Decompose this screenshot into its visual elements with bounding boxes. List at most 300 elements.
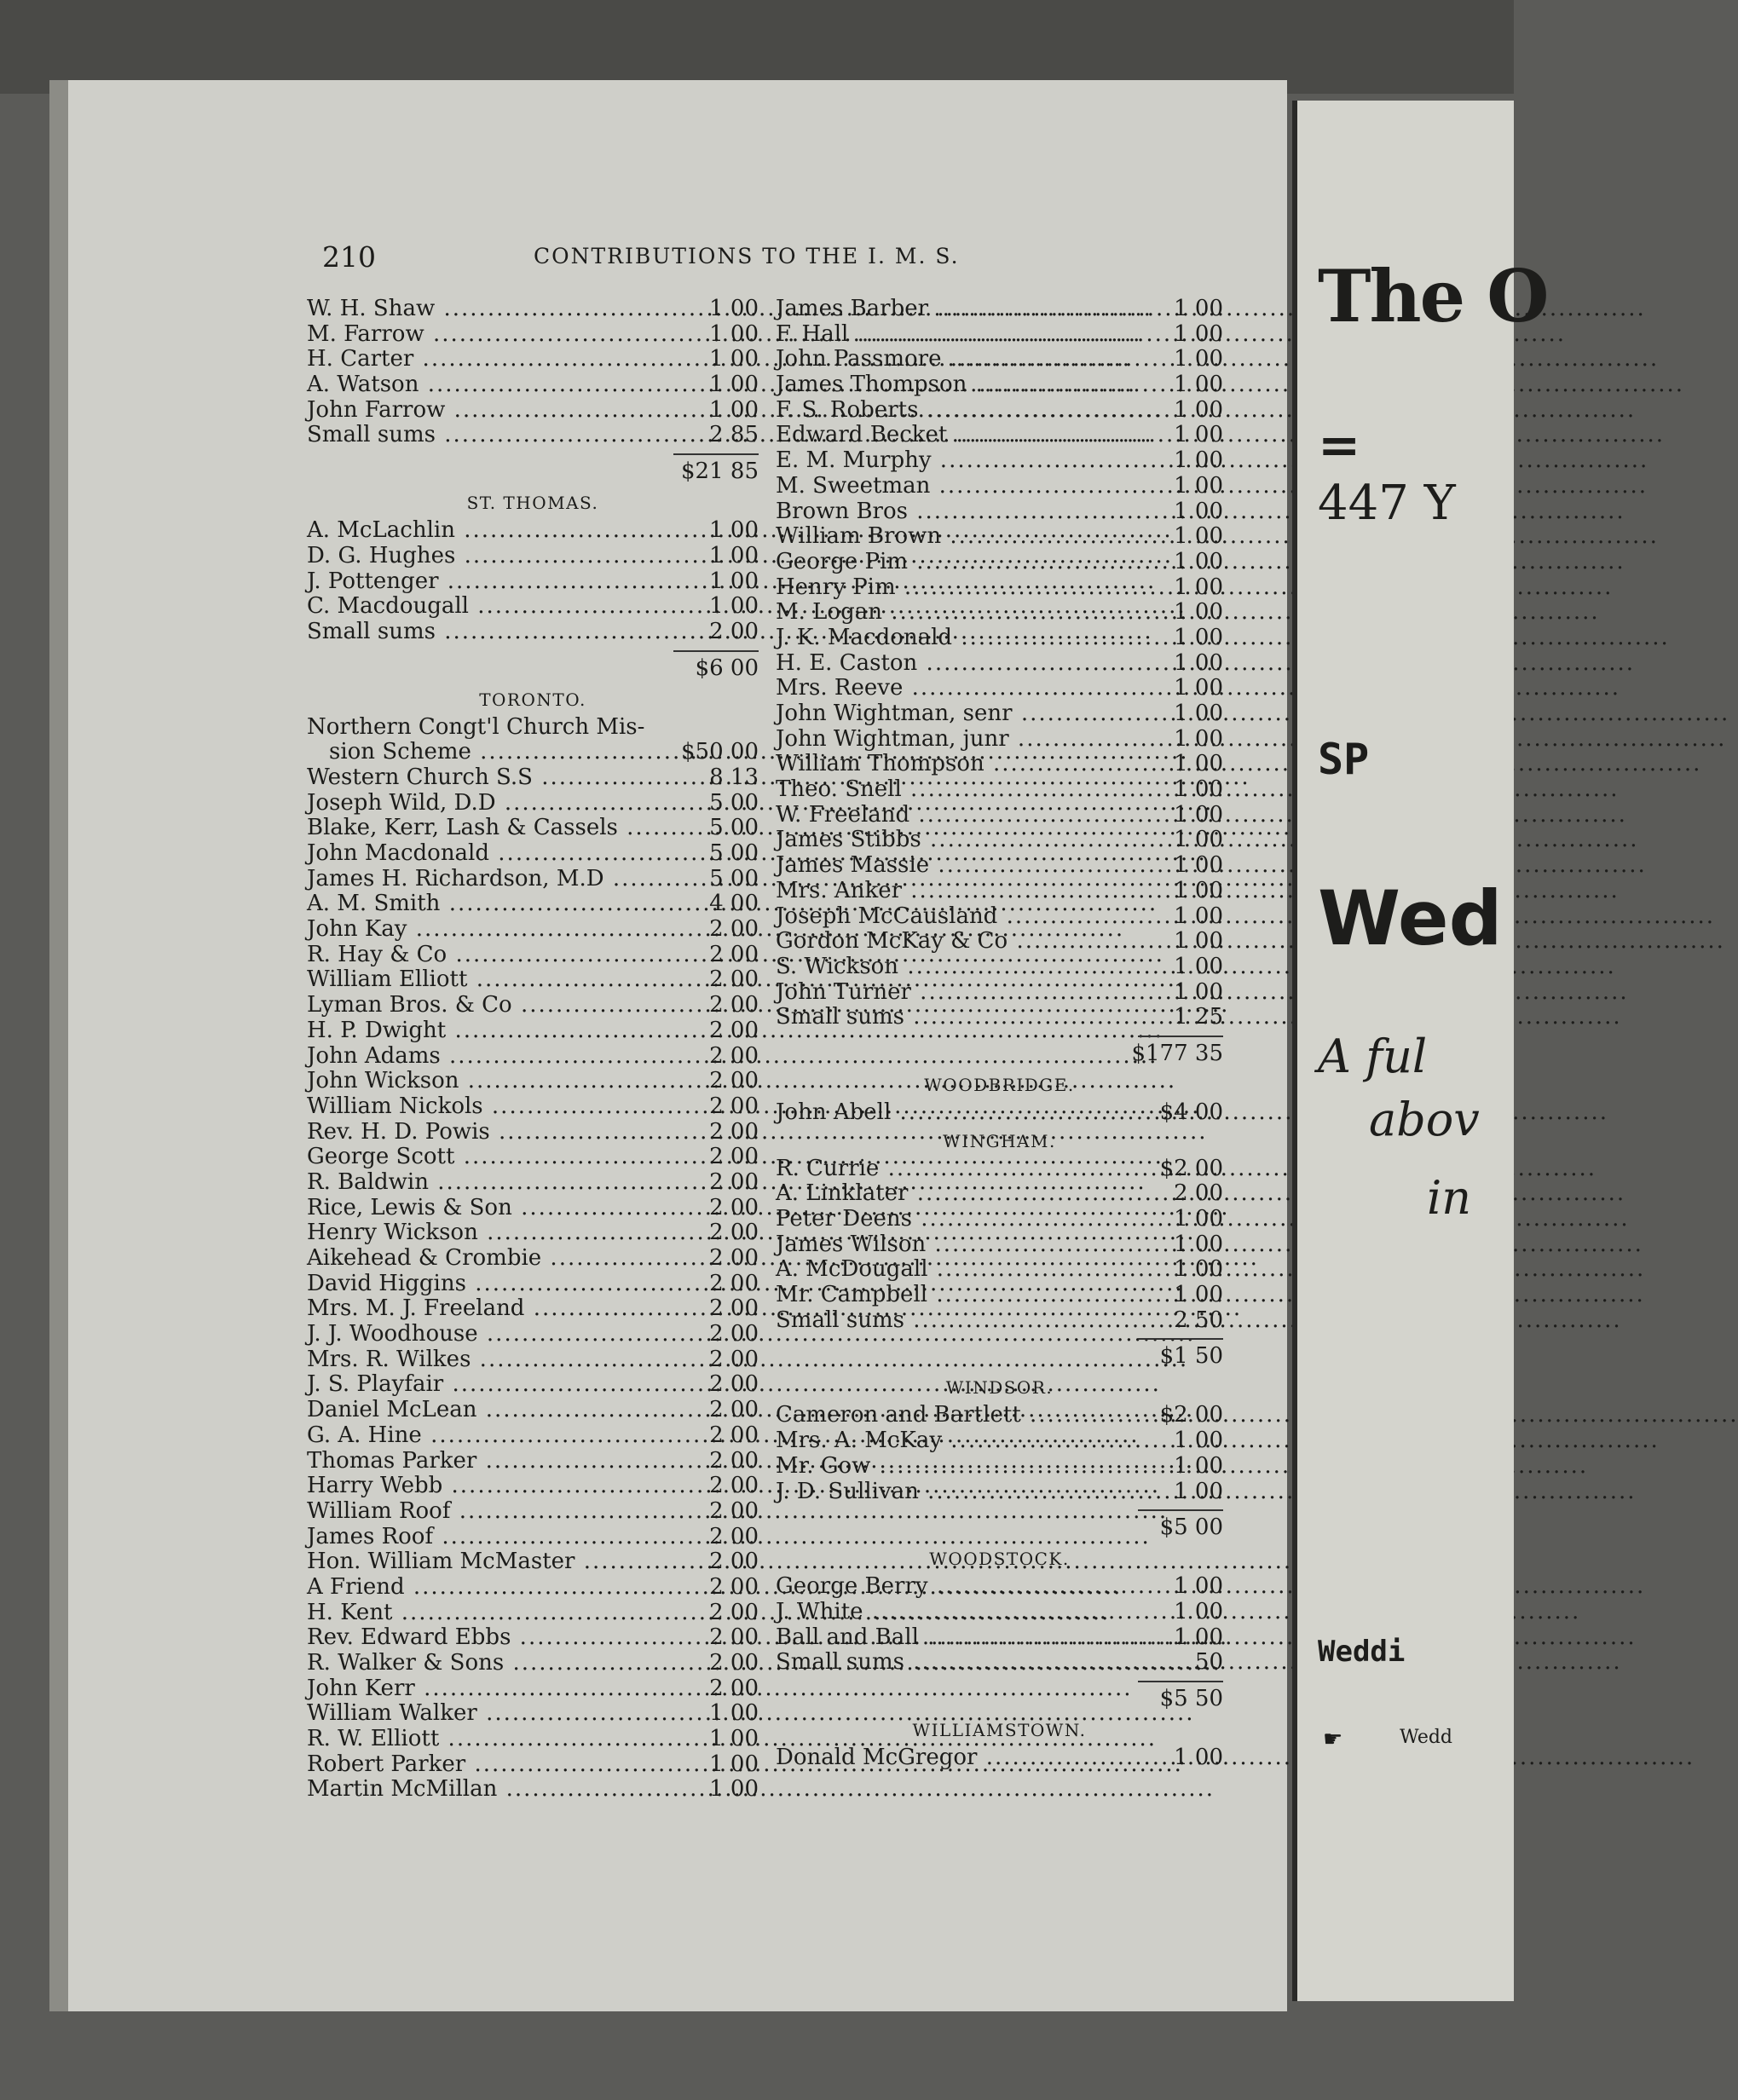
contribution-amount: 1 00: [1174, 701, 1223, 726]
town-heading: TORONTO.: [479, 689, 586, 710]
contribution-amount: 1 00: [1174, 574, 1223, 600]
contribution-amount: 1 00: [1174, 346, 1223, 372]
contribution-row: [776, 1428, 1223, 1454]
contributor-name: J. White .....: [776, 1600, 1123, 1625]
contributor-name: S. Wickson .....: [776, 955, 1123, 980]
contributor-name: Hon. William McMaster .....: [307, 1549, 658, 1575]
contributor-name: Rice, Lewis & Son .....: [307, 1196, 658, 1221]
left-contribution-column: [307, 297, 759, 1803]
contributor-name: Rev. H. D. Powis .....: [307, 1120, 658, 1145]
contributor-name: J. Pottenger .....: [307, 569, 658, 595]
ad-tagline-1: A ful: [1318, 1030, 1428, 1083]
contribution-row: [307, 1145, 759, 1170]
contributor-name: George Berry .....: [776, 1574, 1123, 1600]
contribution-row: [307, 1347, 759, 1373]
ad-headline: Wed: [1318, 874, 1503, 962]
contribution-row: [307, 1449, 759, 1474]
contributor-name: F. S. Roberts .....: [776, 398, 1123, 424]
contributor-name: M. Farrow .....: [307, 322, 658, 348]
contribution-row: [307, 1018, 759, 1044]
contribution-row: [307, 620, 759, 645]
contribution-amount: 2 00: [709, 966, 759, 993]
contribution-row: [307, 544, 759, 569]
contributor-name: John Wightman, junr .....: [776, 727, 1123, 753]
contributor-name: Small sums .....: [307, 423, 658, 448]
contributor-name: Mrs. A. McKay .....: [776, 1428, 1123, 1454]
contribution-row: [307, 1069, 759, 1094]
contribution-row: [307, 993, 759, 1018]
contribution-row: [776, 1600, 1223, 1625]
contribution-amount: 2 00: [1174, 1180, 1223, 1207]
contribution-row: [307, 569, 759, 595]
contribution-amount: 2 00: [709, 618, 759, 644]
ad-footer-heading: Weddi: [1318, 1635, 1406, 1669]
total-rule: [673, 453, 759, 455]
contributor-name: Brown Bros .....: [776, 499, 1123, 525]
contribution-row: [776, 955, 1223, 980]
contribution-amount: 1 00: [1174, 978, 1223, 1005]
contribution-row: [776, 1100, 1223, 1126]
total-amount: $6 00: [695, 655, 759, 681]
total-rule: [1138, 1681, 1223, 1682]
contributor-name: John Macdonald .....: [307, 841, 658, 867]
contribution-amount: 1 00: [1174, 675, 1223, 701]
contributor-name: James Barber .....: [776, 297, 1123, 322]
total-rule: [1138, 1509, 1223, 1511]
contribution-amount: 1 00: [1174, 1598, 1223, 1624]
contribution-row: [307, 1044, 759, 1070]
contributor-name: Rev. Edward Ebbs .....: [307, 1625, 658, 1651]
section-total: [776, 1030, 1223, 1070]
facing-page-advertisement: [1292, 101, 1548, 2001]
contribution-row: [776, 1257, 1223, 1283]
contribution-amount: 2 00: [709, 1573, 759, 1600]
contribution-amount: 1 00: [709, 1700, 759, 1727]
contribution-row: [307, 297, 759, 322]
contribution-row: [307, 1398, 759, 1423]
contribution-amount: $50 00: [681, 739, 759, 765]
total-amount: $1 50: [1159, 1343, 1223, 1370]
contributor-name: J. S. Playfair .....: [307, 1372, 658, 1398]
contributor-name: Mrs. M. J. Freeland .....: [307, 1296, 658, 1322]
contribution-row: [776, 929, 1223, 955]
contributor-name: James Roof .....: [307, 1525, 658, 1550]
contribution-row: [307, 1601, 759, 1626]
contribution-row: [307, 1220, 759, 1246]
contribution-row: [307, 372, 759, 398]
contribution-row: [776, 1232, 1223, 1258]
contribution-row: [307, 1625, 759, 1651]
contributor-name: Thomas Parker .....: [307, 1449, 658, 1474]
contribution-amount: 2 00: [709, 1144, 759, 1170]
contribution-row: [307, 740, 759, 765]
contribution-amount: 50: [1194, 1649, 1223, 1676]
contribution-row: [307, 1372, 759, 1398]
contributor-name: F. Hall .....: [776, 322, 1123, 348]
contribution-amount: 1 00: [1174, 372, 1223, 398]
contributor-name: W. Freeland .....: [776, 803, 1123, 828]
contributor-name: Donald McGregor .....: [776, 1745, 1123, 1771]
contributor-name: Daniel McLean .....: [307, 1398, 658, 1423]
ad-rule: =: [1318, 416, 1361, 476]
contributor-name: William Nickols .....: [307, 1094, 658, 1120]
contribution-row: [776, 626, 1223, 651]
contributor-name: Small sums .....: [776, 1308, 1123, 1334]
contribution-row: [307, 1727, 759, 1752]
total-amount: $5 00: [1159, 1514, 1223, 1541]
contribution-amount: 1 00: [709, 296, 759, 321]
contribution-row: [776, 550, 1223, 575]
contribution-amount: 1 00: [1174, 801, 1223, 828]
contribution-row: [776, 1005, 1223, 1030]
contribution-amount: 2 00: [709, 1295, 759, 1322]
contribution-row: [776, 347, 1223, 372]
contribution-amount: 1 25: [1174, 1004, 1223, 1030]
contribution-amount: 1 00: [1174, 928, 1223, 955]
contribution-amount: 2 00: [709, 941, 759, 967]
contributor-name: A. M. Smith .....: [307, 891, 658, 917]
contributor-name: R. Hay & Co .....: [307, 943, 658, 968]
contribution-row: [307, 398, 759, 424]
town-heading: WOODBRIDGE.: [924, 1074, 1075, 1095]
contribution-row: [307, 1322, 759, 1347]
contribution-row: [307, 1120, 759, 1145]
contributor-name: John Wightman, senr .....: [776, 701, 1123, 727]
contribution-row: [307, 1752, 759, 1778]
contributor-name: William Thompson .....: [776, 752, 1123, 777]
contributor-name: John Wickson .....: [307, 1069, 658, 1094]
contributor-name: Mrs. Reeve .....: [776, 676, 1123, 701]
contribution-amount: 1 00: [1174, 624, 1223, 650]
ad-subheading: SP: [1318, 735, 1370, 784]
contributor-name: Mrs. R. Wilkes .....: [307, 1347, 658, 1373]
contribution-amount: 2 00: [709, 916, 759, 943]
contributor-name: Mr. Gow .....: [776, 1454, 1123, 1480]
contribution-amount: $2 00: [1159, 1402, 1223, 1428]
contribution-amount: 1 00: [1174, 523, 1223, 550]
section-total: [307, 645, 759, 684]
town-heading: WINDSOR.: [945, 1377, 1054, 1399]
contributor-name: William Walker .....: [307, 1701, 658, 1727]
contributor-name: Western Church S.S .....: [307, 765, 658, 791]
contributor-name: John Abell .....: [776, 1100, 1123, 1126]
contribution-row: [307, 594, 759, 620]
contribution-amount: 1 00: [1174, 548, 1223, 574]
contribution-amount: $2 00: [1159, 1155, 1223, 1181]
contribution-row: [307, 1474, 759, 1499]
town-heading: WINGHAM.: [943, 1130, 1056, 1151]
contribution-amount: 1 00: [1174, 751, 1223, 777]
contribution-row: [307, 423, 759, 448]
right-contribution-column: [776, 297, 1223, 1771]
contribution-row: [776, 980, 1223, 1006]
contribution-amount: 1 00: [709, 396, 759, 423]
contributor-name: D. G. Hughes .....: [307, 544, 658, 569]
contribution-amount: 1 00: [1174, 827, 1223, 853]
contributor-name: J. J. Woodhouse .....: [307, 1322, 658, 1347]
contribution-amount: 2 00: [709, 1118, 759, 1145]
contributor-name: James Massie .....: [776, 853, 1123, 879]
contributor-name: A. Watson .....: [307, 372, 658, 398]
contributor-name: J. D. Sullivan .....: [776, 1480, 1123, 1505]
contribution-row: [776, 1574, 1223, 1600]
contribution-row: [776, 1157, 1223, 1182]
contribution-row: [776, 1650, 1223, 1676]
contribution-row: [307, 1651, 759, 1676]
contribution-amount: 1 00: [709, 320, 759, 347]
contribution-amount: $4 00: [1159, 1099, 1223, 1125]
contribution-row: [307, 1272, 759, 1297]
contribution-row: [776, 904, 1223, 930]
contribution-amount: 1 00: [1174, 472, 1223, 499]
contribution-row: [776, 803, 1223, 828]
contributor-name: H. P. Dwight .....: [307, 1018, 658, 1044]
contribution-row: [776, 828, 1223, 853]
contribution-row: [307, 891, 759, 917]
contribution-row: [776, 1181, 1223, 1207]
contribution-amount: 1 00: [709, 1751, 759, 1777]
ad-tagline-2: abov: [1369, 1093, 1480, 1146]
contribution-amount: 2 00: [709, 1194, 759, 1220]
ad-title: The O: [1318, 254, 1548, 338]
contribution-amount: 1 00: [1174, 1452, 1223, 1479]
section-total: [776, 1676, 1223, 1715]
contribution-row: [307, 518, 759, 544]
ad-footer-note: Wedd: [1400, 1727, 1453, 1748]
contributor-name: Ball and Ball .....: [776, 1625, 1123, 1651]
contribution-row: [776, 575, 1223, 601]
contributor-name: R. Baldwin .....: [307, 1170, 658, 1196]
total-rule: [673, 650, 759, 652]
total-rule: [1138, 1036, 1223, 1037]
contributor-name: Mr. Campbell .....: [776, 1283, 1123, 1308]
contribution-row: [776, 1308, 1223, 1334]
contribution-amount: 1 00: [1174, 1282, 1223, 1308]
contributor-name: John Turner .....: [776, 980, 1123, 1006]
contribution-amount: 2 00: [709, 1624, 759, 1651]
running-head: CONTRIBUTIONS TO THE I. M. S.: [534, 244, 960, 268]
contributor-name: Edward Becket .....: [776, 423, 1123, 448]
contributor-name: sion Scheme .....: [307, 740, 658, 765]
contributor-name: A Friend .....: [307, 1575, 658, 1601]
contribution-amount: 2 00: [709, 1473, 759, 1499]
contribution-row: [307, 841, 759, 867]
total-rule: [1138, 1338, 1223, 1340]
contributor-name: George Scott .....: [307, 1145, 658, 1170]
contribution-row: [307, 1676, 759, 1702]
contribution-row: [776, 727, 1223, 753]
contributor-name: Harry Webb .....: [307, 1474, 658, 1499]
contributor-name: James Thompson .....: [776, 372, 1123, 398]
contribution-row: [776, 499, 1223, 525]
contributor-name: Joseph Wild, D.D .....: [307, 791, 658, 816]
contributor-name: W. H. Shaw .....: [307, 297, 658, 322]
contributor-name: Lyman Bros. & Co .....: [307, 993, 658, 1018]
contributor-name: Cameron and Bartlett .....: [776, 1403, 1123, 1428]
contribution-row: [776, 879, 1223, 904]
contribution-amount: 1 00: [1174, 599, 1223, 626]
pointing-hand-icon: ☛: [1323, 1727, 1343, 1752]
ad-tagline-3: in: [1427, 1171, 1472, 1225]
contribution-amount: 1 00: [1174, 776, 1223, 803]
contribution-amount: 1 00: [1174, 1428, 1223, 1454]
contributor-name: M. Logan .....: [776, 600, 1123, 626]
contribution-amount: 1 00: [1174, 296, 1223, 321]
contribution-amount: 2 00: [709, 1447, 759, 1474]
contributor-name: Northern Congt'l Church Mis-: [307, 713, 645, 740]
contribution-row: [307, 967, 759, 993]
contribution-row: [776, 448, 1223, 474]
section-total: [776, 1504, 1223, 1543]
contribution-row: [776, 322, 1223, 348]
contribution-amount: 1 00: [1174, 1573, 1223, 1600]
contribution-row: [776, 474, 1223, 499]
contributor-name: Henry Wickson .....: [307, 1220, 658, 1246]
contribution-amount: 2 00: [709, 1346, 759, 1372]
contribution-amount: 1 00: [1174, 422, 1223, 448]
contribution-row: [776, 1283, 1223, 1308]
contribution-amount: 2 00: [709, 1093, 759, 1119]
contribution-row: [307, 1196, 759, 1221]
contribution-amount: 2 00: [709, 1321, 759, 1347]
contributor-name: Peter Deens .....: [776, 1207, 1123, 1232]
contributor-name: M. Sweetman .....: [776, 474, 1123, 499]
page-number: 210: [322, 240, 376, 274]
contributor-name: James Stibbs .....: [776, 828, 1123, 853]
contribution-amount: 1 00: [1174, 953, 1223, 979]
contributor-name: E. M. Murphy .....: [776, 448, 1123, 474]
contributor-name: James H. Richardson, M.D .....: [307, 867, 658, 892]
contributor-name: David Higgins .....: [307, 1272, 658, 1297]
contribution-row: [307, 1170, 759, 1196]
contributor-name: George Pim .....: [776, 550, 1123, 575]
contributor-name: John Adams .....: [307, 1044, 658, 1070]
contribution-amount: 2 00: [709, 1549, 759, 1575]
contribution-amount: 2 00: [709, 1068, 759, 1094]
town-heading: ST. THOMAS.: [466, 493, 599, 514]
town-heading: WOODSTOCK.: [929, 1549, 1070, 1570]
contribution-row: [307, 867, 759, 892]
contribution-row: [307, 765, 759, 791]
contribution-amount: 2 00: [709, 1397, 759, 1423]
contribution-amount: 5 00: [709, 840, 759, 866]
contributor-name: H. Kent .....: [307, 1601, 658, 1626]
contribution-amount: 2 00: [709, 1650, 759, 1676]
contribution-amount: 2 00: [709, 1497, 759, 1524]
section-total: [776, 1333, 1223, 1372]
contributor-name: William Elliott .....: [307, 967, 658, 993]
contribution-amount: 1 00: [1174, 725, 1223, 752]
total-amount: $177 35: [1131, 1040, 1223, 1066]
contribution-row: [776, 524, 1223, 550]
contribution-row: [307, 943, 759, 968]
contribution-amount: 1 00: [709, 593, 759, 620]
contributor-name: R. Walker & Sons .....: [307, 1651, 658, 1676]
contribution-amount: 5 00: [709, 865, 759, 891]
contributor-name: G. A. Hine .....: [307, 1423, 658, 1449]
contributor-name: A. McDougall .....: [776, 1257, 1123, 1283]
contribution-row: [776, 1403, 1223, 1428]
contribution-amount: 2 00: [709, 1017, 759, 1043]
contributor-name: William Brown .....: [776, 524, 1123, 550]
contribution-row: [307, 917, 759, 943]
contribution-amount: 5 00: [709, 815, 759, 841]
contributor-name: H. E. Caston .....: [776, 651, 1123, 677]
contribution-row: [776, 297, 1223, 322]
contributor-name: Small sums .....: [776, 1650, 1123, 1676]
contribution-row: [776, 372, 1223, 398]
contribution-row: [307, 1701, 759, 1727]
contribution-row: [776, 600, 1223, 626]
contribution-amount: 2 00: [709, 1599, 759, 1625]
contribution-amount: 4 00: [709, 891, 759, 917]
contribution-amount: 1 00: [1174, 852, 1223, 879]
contributor-name: Small sums .....: [776, 1005, 1123, 1030]
contributor-name: A. McLachlin .....: [307, 518, 658, 544]
contributor-name: Martin McMillan .....: [307, 1777, 658, 1803]
contribution-amount: 2 00: [709, 1220, 759, 1246]
contributor-name: R. Currie .....: [776, 1157, 1123, 1182]
contribution-amount: 2 00: [709, 1371, 759, 1398]
contribution-amount: 1 00: [709, 568, 759, 594]
contribution-row: [776, 676, 1223, 701]
contribution-row: [307, 322, 759, 348]
contribution-amount: 2 50: [1174, 1307, 1223, 1333]
contribution-amount: 1 00: [1174, 1231, 1223, 1257]
contributor-name: Aikehead & Crombie .....: [307, 1246, 658, 1272]
contribution-amount: 1 00: [1174, 498, 1223, 524]
contributor-name: John Kay .....: [307, 917, 658, 943]
contribution-row: [307, 715, 759, 741]
contribution-row: [776, 1454, 1223, 1480]
contribution-amount: 1 00: [1174, 447, 1223, 474]
contributor-name: H. Carter .....: [307, 347, 658, 372]
contribution-amount: 2 00: [709, 1523, 759, 1549]
contribution-amount: 2 00: [709, 1168, 759, 1195]
contribution-row: [776, 1625, 1223, 1651]
page-header: [322, 240, 1209, 274]
contributor-name: J. K. Macdonald .....: [776, 626, 1123, 651]
contribution-amount: 1 00: [709, 1726, 759, 1752]
contribution-amount: 1 00: [1174, 1478, 1223, 1504]
contributor-name: Theo. Snell .....: [776, 777, 1123, 803]
contributor-name: A. Linklater .....: [776, 1181, 1123, 1207]
contributor-name: Small sums .....: [307, 620, 658, 645]
contribution-amount: 5 00: [709, 789, 759, 816]
contribution-row: [776, 423, 1223, 448]
contributor-name: William Roof .....: [307, 1499, 658, 1525]
contributor-name: John Passmore .....: [776, 347, 1123, 372]
contributor-name: Blake, Kerr, Lash & Cassels .....: [307, 816, 658, 841]
contribution-amount: 1 00: [1174, 649, 1223, 676]
contribution-amount: 1 00: [1174, 1206, 1223, 1232]
contribution-amount: 1 00: [1174, 1744, 1223, 1770]
contributor-name: R. W. Elliott .....: [307, 1727, 658, 1752]
contribution-amount: 2 00: [709, 1245, 759, 1271]
contributor-name: Robert Parker .....: [307, 1752, 658, 1778]
contributor-name: John Kerr .....: [307, 1676, 658, 1702]
contribution-amount: 1 00: [1174, 877, 1223, 903]
contribution-row: [776, 398, 1223, 424]
total-amount: $5 50: [1159, 1685, 1223, 1711]
contribution-row: [307, 1777, 759, 1803]
contribution-amount: 1 00: [1174, 1624, 1223, 1650]
contribution-row: [307, 1575, 759, 1601]
contributor-name: Henry Pim .....: [776, 575, 1123, 601]
contribution-row: [776, 752, 1223, 777]
total-amount: $21 85: [681, 459, 759, 485]
contribution-amount: 1 00: [709, 517, 759, 544]
